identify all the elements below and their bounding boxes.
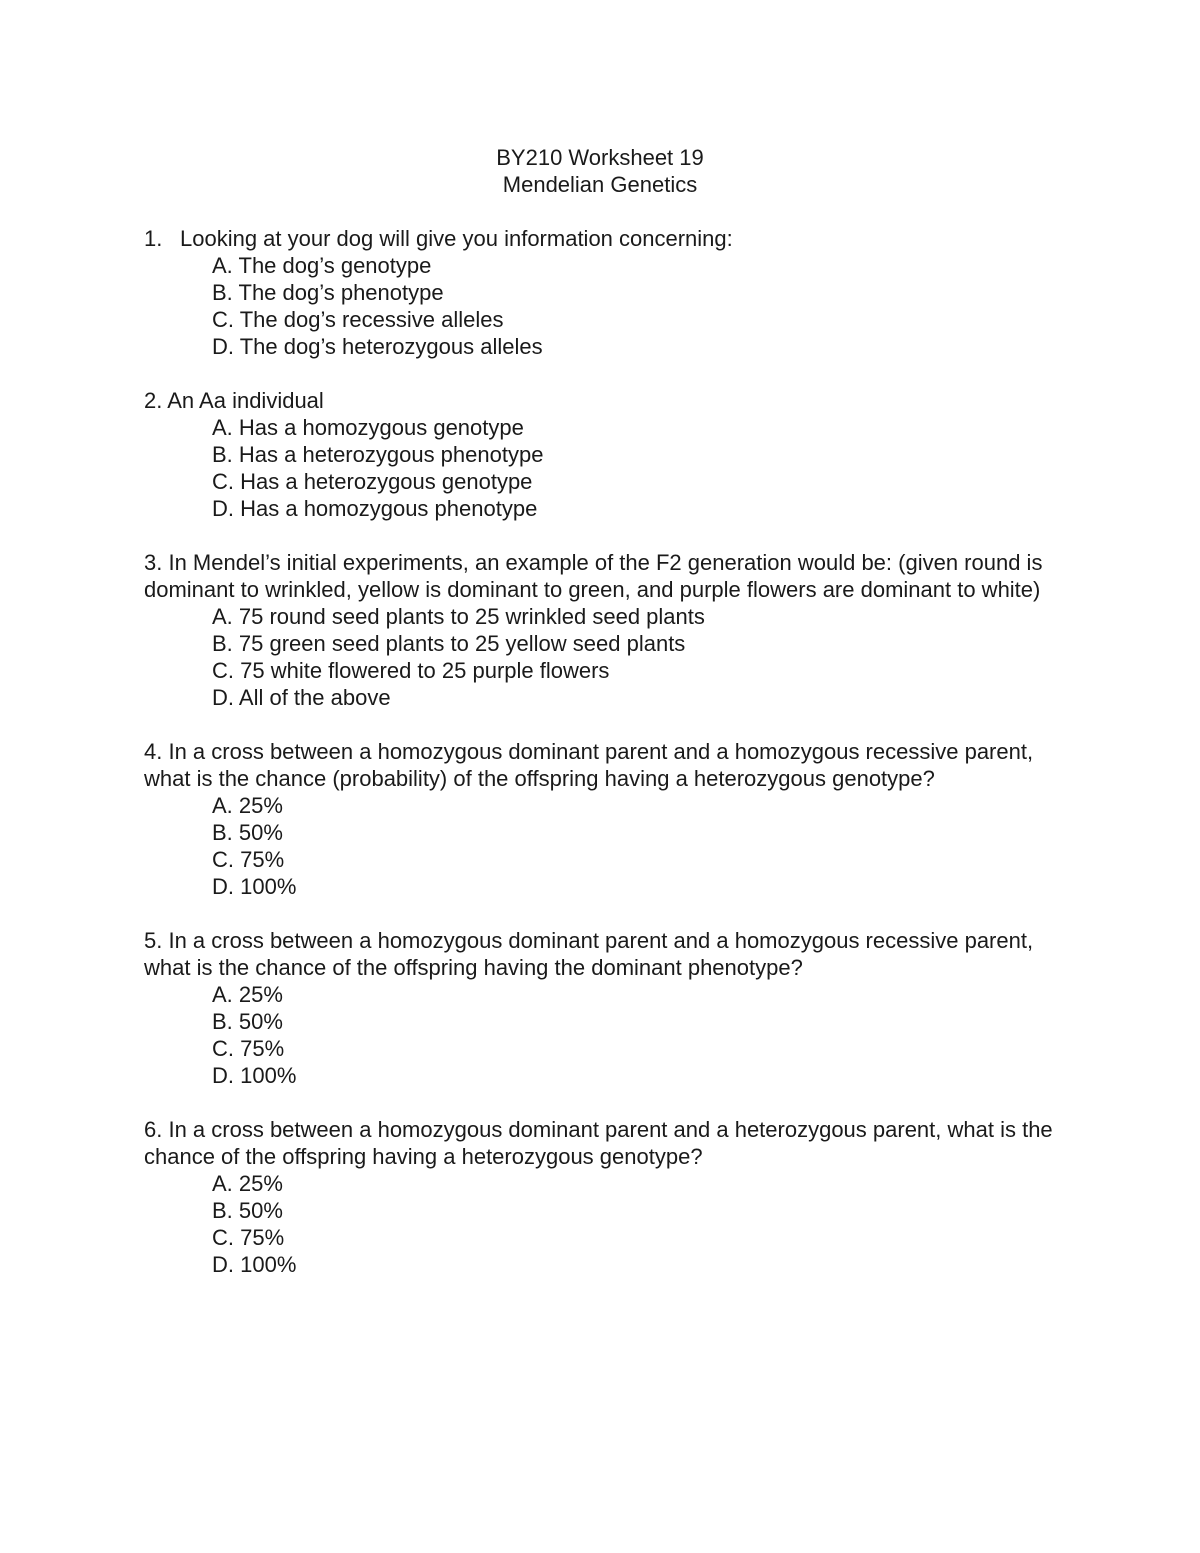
question-1-option-d: D. The dog’s heterozygous alleles: [212, 334, 543, 359]
question-6-option-c: C. 75%: [212, 1225, 285, 1250]
question-4-options: [144, 792, 1064, 900]
question-3-stem: 3. In Mendel’s initial experiments, an example of the F2 generation would be: (given round is dominant to wrinkled, yellow is dominant to green, and purple flowers are dominant to white): [144, 550, 1043, 602]
question-3-option-a: A. 75 round seed plants to 25 wrinkled seed plants: [212, 604, 705, 629]
question-6-options: [144, 1170, 1064, 1278]
question-3-options: [144, 603, 1064, 711]
question-1-number: 1.: [144, 226, 163, 251]
question-1-option-b: B. The dog’s phenotype: [212, 280, 444, 305]
question-4: [144, 738, 1064, 900]
question-5-option-a: A. 25%: [212, 982, 283, 1007]
question-1-stem: [144, 225, 1064, 252]
question-4-stem: 4. In a cross between a homozygous dominant parent and a homozygous recessive parent, what is the chance (probability) of the offspring having a heterozygous genotype?: [144, 739, 1034, 791]
question-4-option-a: A. 25%: [212, 793, 283, 818]
question-4-option-c: C. 75%: [212, 847, 285, 872]
question-6-option-d: D. 100%: [212, 1252, 297, 1277]
question-6-option-a: A. 25%: [212, 1171, 283, 1196]
question-4-option-d: D. 100%: [212, 874, 297, 899]
question-2-stem: 2. An Aa individual: [144, 388, 324, 413]
question-3-option-c: C. 75 white flowered to 25 purple flowers: [212, 658, 610, 683]
question-1-option-a: A. The dog’s genotype: [212, 253, 432, 278]
question-2-option-a: A. Has a homozygous genotype: [212, 415, 524, 440]
worksheet-header: [0, 144, 1200, 198]
question-2-options: [144, 414, 1064, 522]
question-5: [144, 927, 1064, 1089]
worksheet-subtitle: Mendelian Genetics: [502, 172, 698, 197]
question-6: [144, 1116, 1064, 1278]
question-1-options: [144, 252, 1064, 360]
question-5-option-c: C. 75%: [212, 1036, 285, 1061]
question-2-option-c: C. Has a heterozygous genotype: [212, 469, 533, 494]
question-1-text: Looking at your dog will give you information concerning:: [180, 226, 733, 251]
question-2-option-d: D. Has a homozygous phenotype: [212, 496, 538, 521]
question-1: [144, 225, 1064, 360]
question-6-stem: 6. In a cross between a homozygous dominant parent and a heterozygous parent, what is the chance of the offspring having a heterozygous genotype?: [144, 1117, 1053, 1169]
question-2-option-b: B. Has a heterozygous phenotype: [212, 442, 544, 467]
question-3: [144, 549, 1064, 711]
question-5-option-d: D. 100%: [212, 1063, 297, 1088]
question-list: [144, 225, 1064, 1305]
question-1-option-c: C. The dog’s recessive alleles: [212, 307, 504, 332]
question-5-option-b: B. 50%: [212, 1009, 283, 1034]
question-5-stem: 5. In a cross between a homozygous dominant parent and a homozygous recessive parent, what is the chance of the offspring having the dominant phenotype?: [144, 928, 1034, 980]
question-6-option-b: B. 50%: [212, 1198, 283, 1223]
question-5-options: [144, 981, 1064, 1089]
question-4-option-b: B. 50%: [212, 820, 283, 845]
worksheet-title: BY210 Worksheet 19: [496, 145, 704, 170]
question-3-option-d: D. All of the above: [212, 685, 391, 710]
question-2: [144, 387, 1064, 522]
question-3-option-b: B. 75 green seed plants to 25 yellow seed plants: [212, 631, 686, 656]
